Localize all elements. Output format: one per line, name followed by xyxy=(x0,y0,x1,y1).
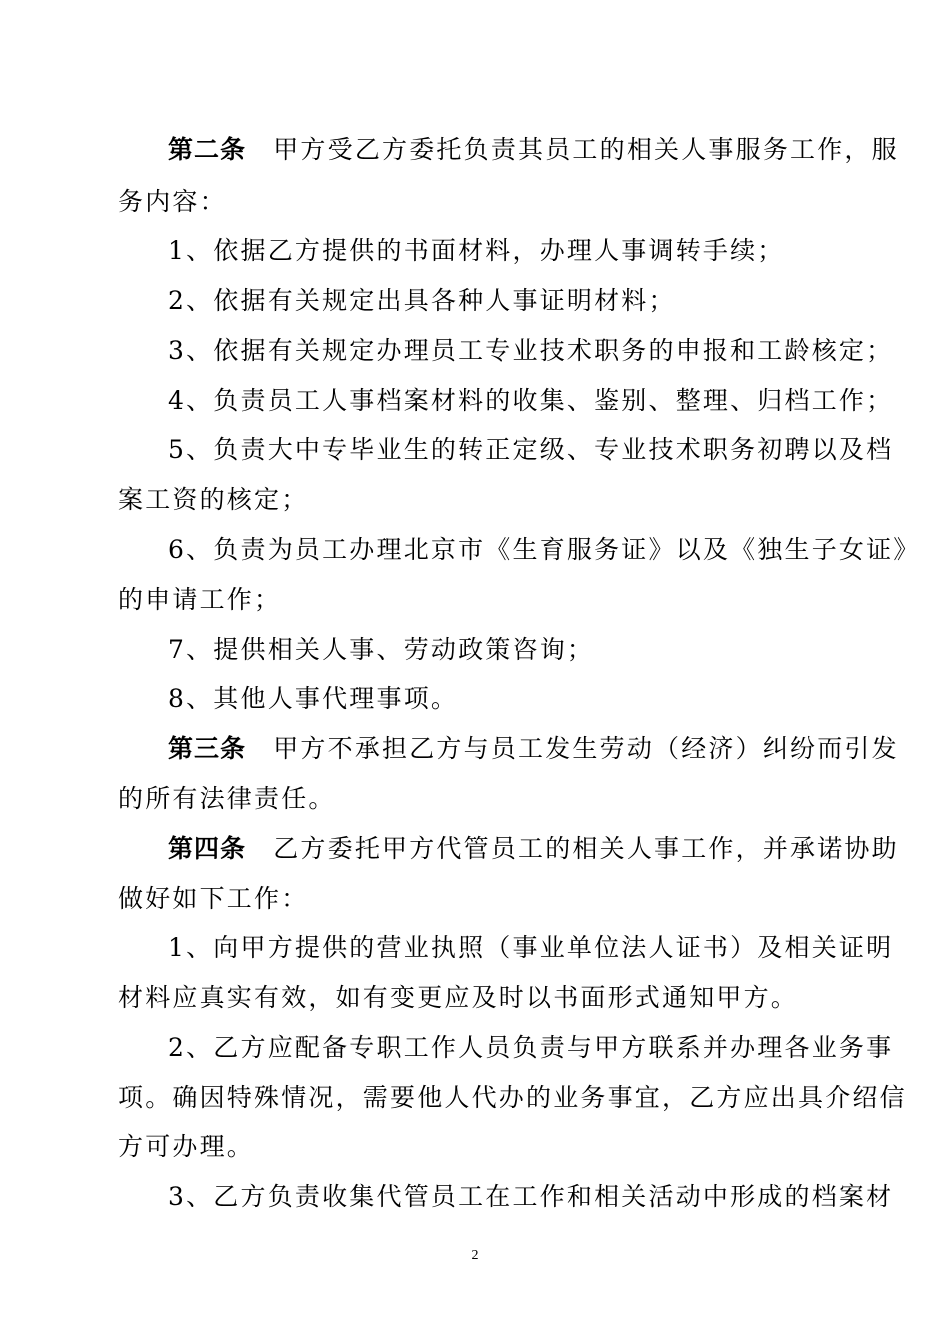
article2-item-6: 6、负责为员工办理北京市《生育服务证》以及《独生子女证》 xyxy=(168,535,921,564)
article4-item-2-end: 方可办理。 xyxy=(118,1132,255,1161)
article2-item-7: 7、提供相关人事、劳动政策咨询； xyxy=(168,635,595,664)
article2-item-4: 4、负责员工人事档案材料的收集、鉴别、整理、归档工作； xyxy=(168,386,894,415)
article2-item-3: 3、依据有关规定办理员工专业技术职务的申报和工龄核定； xyxy=(168,336,894,365)
page-number: 2 xyxy=(471,1248,479,1263)
article4-text: 乙方委托甲方代管员工的相关人事工作，并承诺协助 xyxy=(273,834,899,863)
article2-text: 甲方受乙方委托负责其员工的相关人事服务工作，服 xyxy=(273,135,899,164)
article4-heading: 第四条 xyxy=(168,834,247,863)
article4-item-1-cont: 材料应真实有效，如有变更应及时以书面形式通知甲方。 xyxy=(118,983,799,1012)
article2-item-5-cont: 案工资的核定； xyxy=(118,485,309,514)
article4-item-2: 2、乙方应配备专职工作人员负责与甲方联系并办理各业务事 xyxy=(168,1033,894,1062)
article2-item-8: 8、其他人事代理事项。 xyxy=(168,684,459,713)
article3-first-line xyxy=(168,733,899,765)
article2-item-5: 5、负责大中专毕业生的转正定级、专业技术职务初聘以及档 xyxy=(168,435,894,464)
article4-item-1: 1、向甲方提供的营业执照（事业单位法人证书）及相关证明 xyxy=(168,933,894,962)
article4-first-line xyxy=(168,833,899,865)
article4-item-3: 3、乙方负责收集代管员工在工作和相关活动中形成的档案材 xyxy=(168,1182,894,1211)
article2-first-line xyxy=(168,134,899,166)
article3-heading: 第三条 xyxy=(168,734,247,763)
article2-item-6-cont: 的申请工作； xyxy=(118,585,282,614)
article3-line2: 的所有法律责任。 xyxy=(118,784,336,813)
article4-line2: 做好如下工作： xyxy=(118,884,309,913)
article4-item-2-cont: 项。确因特殊情况，需要他人代办的业务事宜，乙方应出具介绍信 xyxy=(118,1083,907,1112)
article3-text: 甲方不承担乙方与员工发生劳动（经济）纠纷而引发 xyxy=(273,734,899,763)
article2-item-1: 1、依据乙方提供的书面材料，办理人事调转手续； xyxy=(168,236,785,265)
article2-heading: 第二条 xyxy=(168,135,247,164)
article2-line2: 务内容： xyxy=(118,187,227,216)
article2-item-2: 2、依据有关规定出具各种人事证明材料； xyxy=(168,286,676,315)
